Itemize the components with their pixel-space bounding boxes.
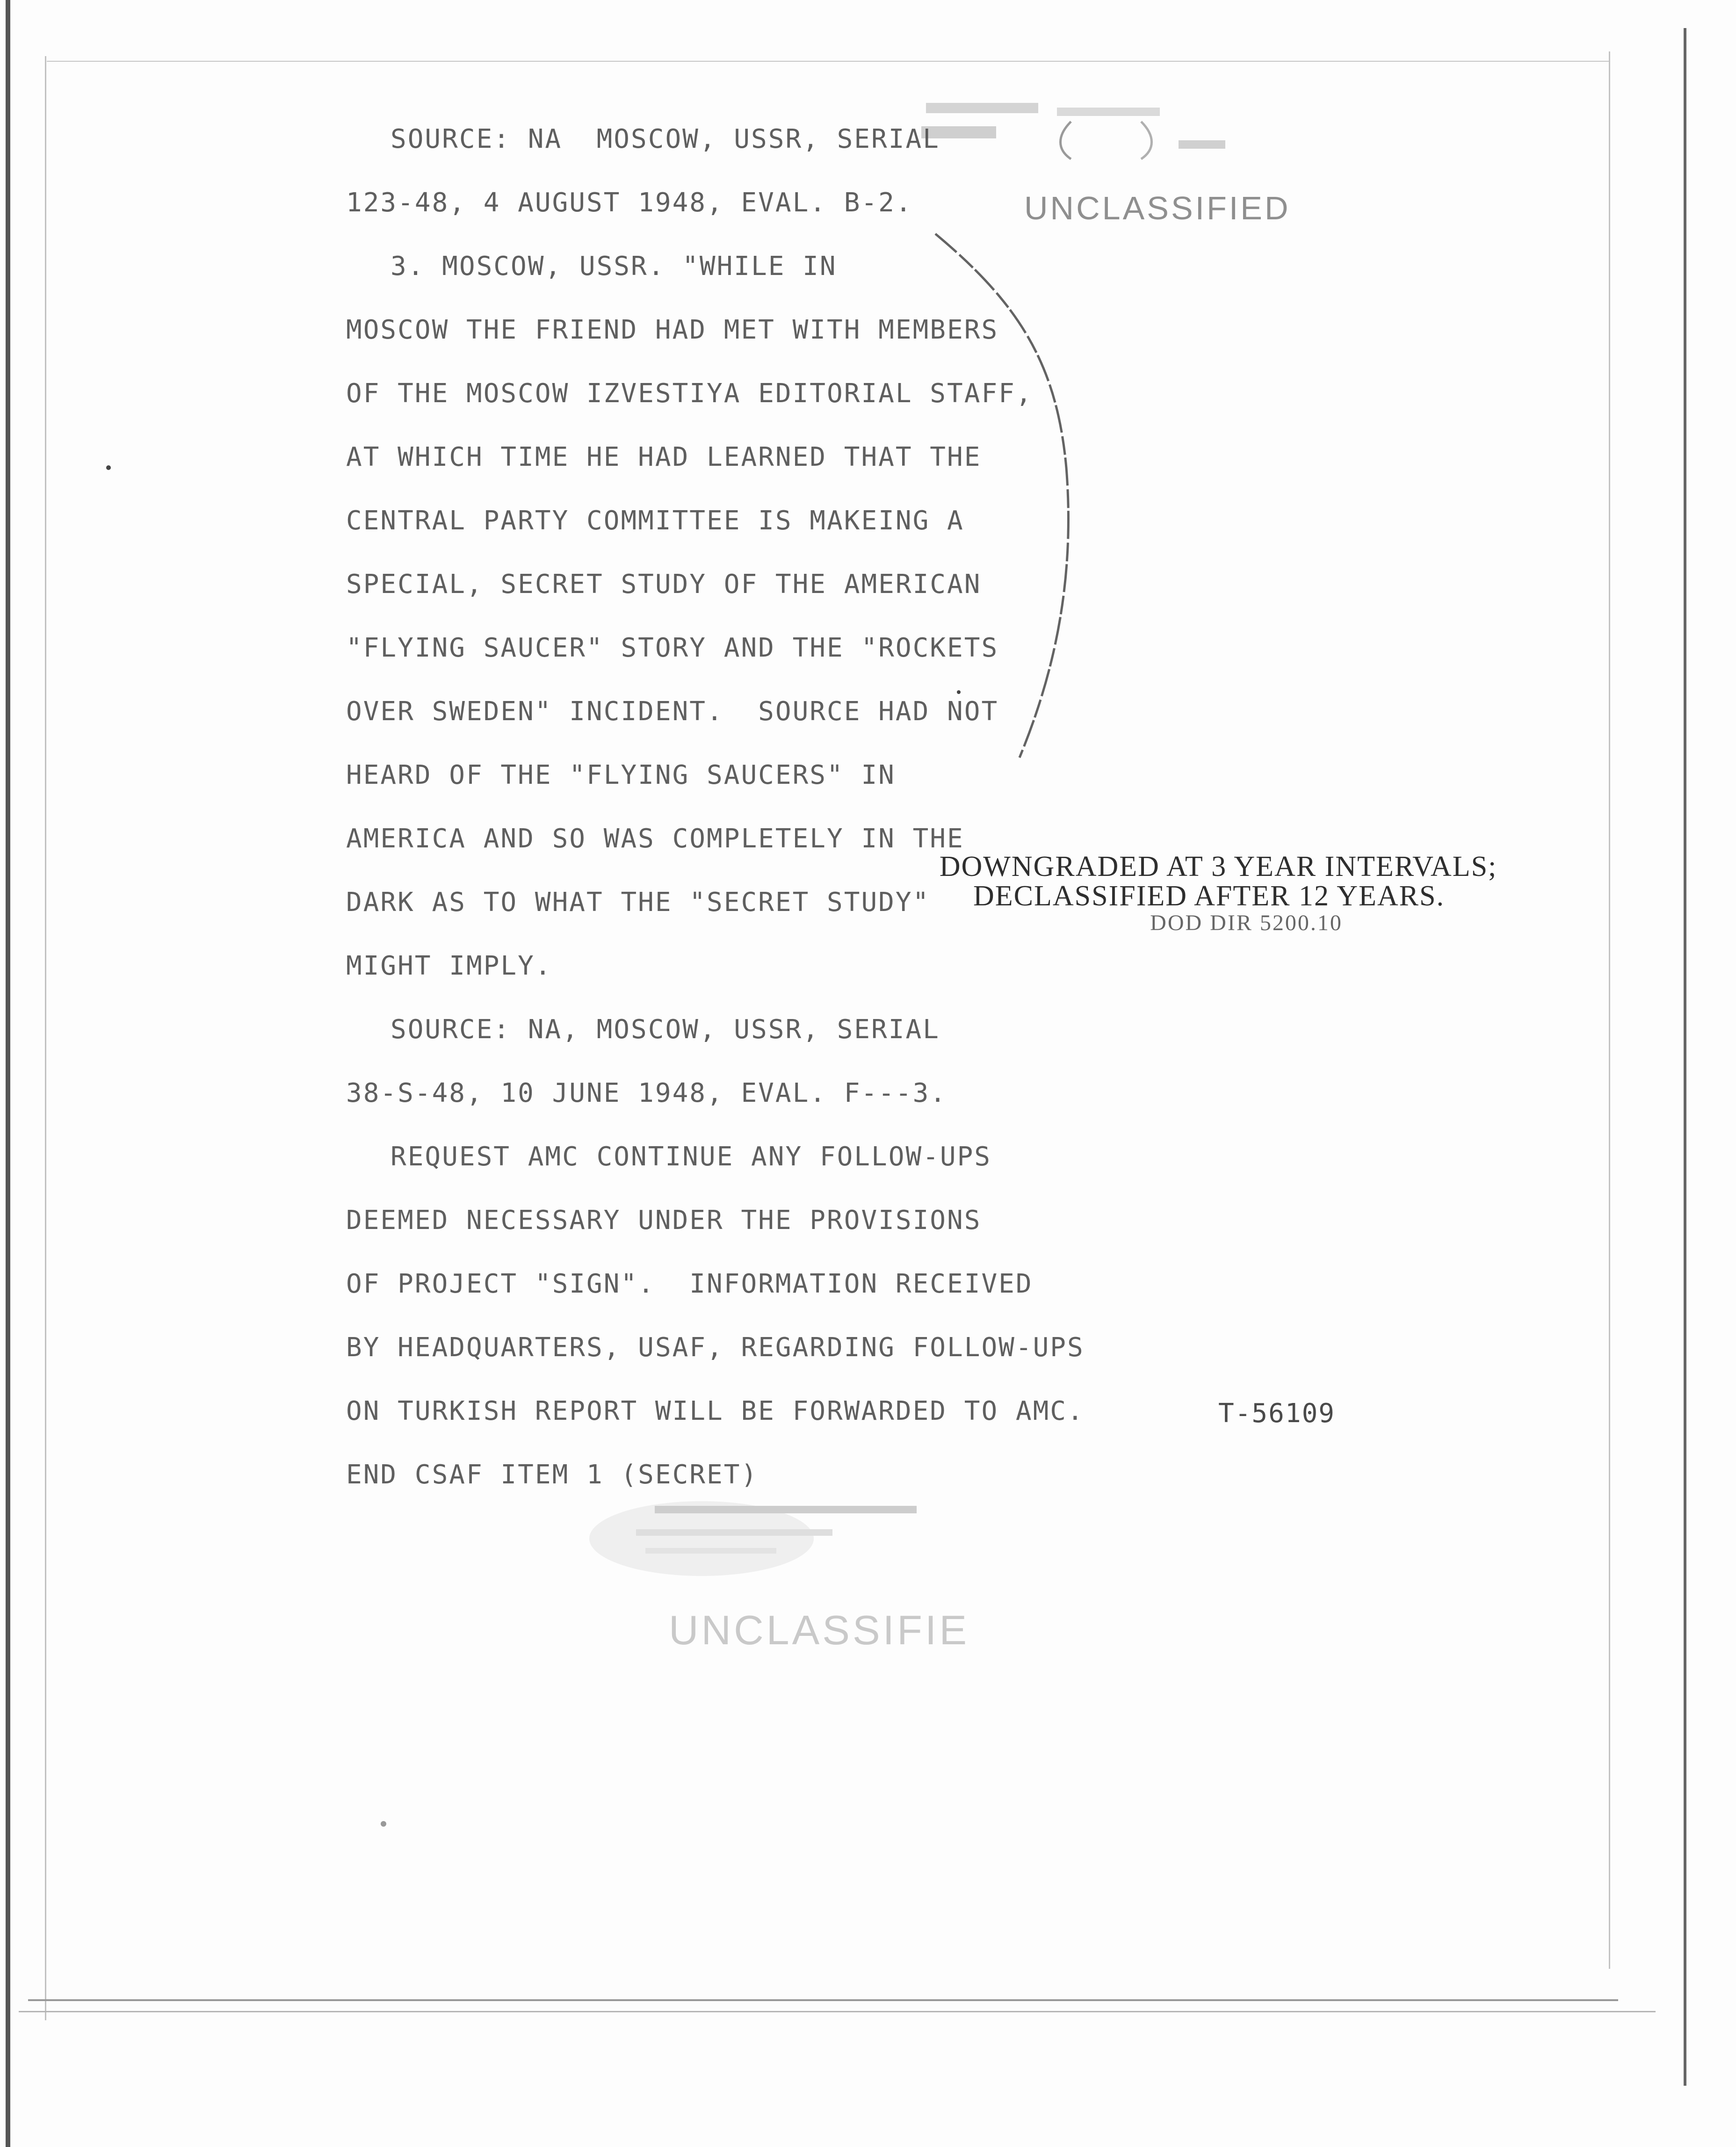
body-line: CENTRAL PARTY COMMITTEE IS MAKEING A xyxy=(346,506,964,536)
downgrade-stamp-line: DOWNGRADED AT 3 YEAR INTERVALS; xyxy=(939,851,1497,882)
body-line: OF THE MOSCOW IZVESTIYA EDITORIAL STAFF, xyxy=(346,378,1033,409)
body-line: OVER SWEDEN" INCIDENT. SOURCE HAD NOT xyxy=(346,696,999,727)
body-line: MOSCOW THE FRIEND HAD MET WITH MEMBERS xyxy=(346,315,999,345)
unclassified-stamp-top: UNCLASSIFIED xyxy=(1024,190,1291,226)
body-line: HEARD OF THE "FLYING SAUCERS" IN xyxy=(346,760,896,790)
body-line: OF PROJECT "SIGN". INFORMATION RECEIVED xyxy=(346,1269,1033,1299)
body-line: AMERICA AND SO WAS COMPLETELY IN THE xyxy=(346,824,964,854)
body-line: 38-S-48, 10 JUNE 1948, EVAL. F---3. xyxy=(346,1078,948,1108)
body-line: 3. MOSCOW, USSR. "WHILE IN xyxy=(391,251,837,282)
body-line: SPECIAL, SECRET STUDY OF THE AMERICAN xyxy=(346,569,982,600)
body-line: DEEMED NECESSARY UNDER THE PROVISIONS xyxy=(346,1205,982,1236)
body-line: 123-48, 4 AUGUST 1948, EVAL. B-2. xyxy=(346,188,913,218)
document-number: T-56109 xyxy=(1218,1398,1336,1429)
unclassified-stamp-bottom: UNCLASSIFIE xyxy=(669,1607,970,1653)
body-line: ON TURKISH REPORT WILL BE FORWARDED TO AMC. xyxy=(346,1396,1085,1426)
downgrade-stamp xyxy=(903,851,1534,936)
body-line: SOURCE: NA, MOSCOW, USSR, SERIAL xyxy=(391,1014,940,1045)
body-line: AT WHICH TIME HE HAD LEARNED THAT THE xyxy=(346,442,982,472)
body-line: REQUEST AMC CONTINUE ANY FOLLOW-UPS xyxy=(391,1142,992,1172)
body-line: SOURCE: NA MOSCOW, USSR, SERIAL xyxy=(391,124,940,154)
body-line: MIGHT IMPLY. xyxy=(346,951,552,981)
downgrade-stamp-line: DOD DIR 5200.10 xyxy=(1150,911,1343,935)
downgrade-stamp-line: DECLASSIFIED AFTER 12 YEARS. xyxy=(973,880,1445,912)
body-line: END CSAF ITEM 1 (SECRET) xyxy=(346,1460,759,1490)
typewritten-message-body xyxy=(346,108,1085,1507)
body-line: "FLYING SAUCER" STORY AND THE "ROCKETS xyxy=(346,633,999,663)
body-line: DARK AS TO WHAT THE "SECRET STUDY" xyxy=(346,887,930,918)
body-line: BY HEADQUARTERS, USAF, REGARDING FOLLOW-UPS xyxy=(346,1332,1085,1363)
